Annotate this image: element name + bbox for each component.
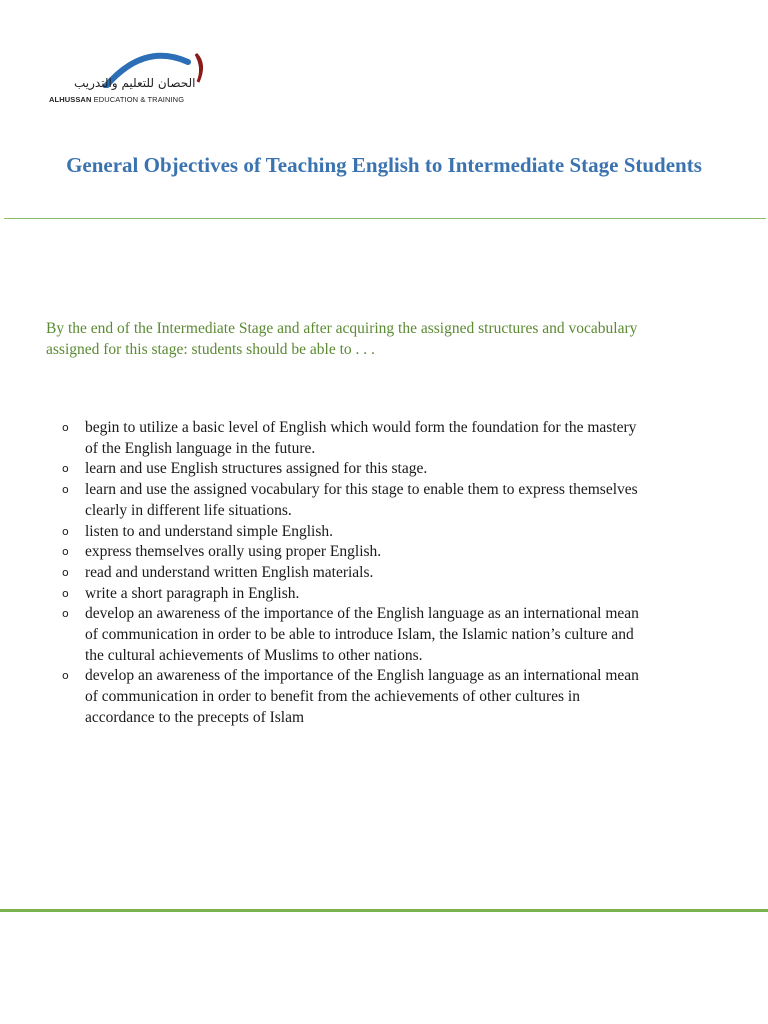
intro-line: By the end of the Intermediate Stage and after acquiring the assigned structures and vocabulary bbox=[46, 320, 638, 337]
logo-tagline: EDUCATION & TRAINING bbox=[91, 95, 185, 104]
list-item-text: begin to utilize a basic level of English which would form the foundation for the mastery bbox=[85, 419, 637, 436]
list-item bbox=[62, 522, 742, 543]
objectives-list bbox=[62, 418, 742, 729]
page-title: General Objectives of Teaching English to Intermediate Stage Students bbox=[66, 153, 702, 177]
list-item-text: of communication in order to benefit from the achievements of other cultures in bbox=[85, 688, 580, 706]
list-item bbox=[62, 666, 742, 728]
list-item bbox=[62, 563, 742, 584]
list-item-text: learn and use English structures assigned for this stage. bbox=[85, 460, 428, 478]
list-item bbox=[62, 584, 742, 605]
logo-english-text bbox=[49, 95, 184, 104]
logo-brand-name: ALHUSSAN bbox=[49, 95, 92, 104]
intro-paragraph bbox=[46, 318, 736, 360]
list-item-text: of communication in order to be able to introduce Islam, the Islamic nation’s culture and bbox=[85, 626, 634, 644]
list-item bbox=[62, 418, 742, 459]
top-divider bbox=[4, 218, 766, 219]
list-item-text: clearly in different life situations. bbox=[85, 501, 292, 519]
intro-line: assigned for this stage: students should be able to . . . bbox=[46, 341, 375, 358]
list-item-text: accordance to the precepts of Islam bbox=[85, 708, 305, 726]
list-item-text: the cultural achievements of Muslims to other nations. bbox=[85, 646, 423, 664]
bullet-icon: o bbox=[62, 545, 69, 559]
bullet-icon: o bbox=[62, 607, 69, 621]
list-item-text: express themselves orally using proper English. bbox=[85, 543, 382, 561]
alhussan-logo bbox=[46, 48, 216, 110]
list-item-text: write a short paragraph in English. bbox=[85, 584, 300, 602]
list-item-text: listen to and understand simple English. bbox=[85, 522, 333, 540]
bullet-icon: o bbox=[62, 524, 69, 538]
bottom-divider bbox=[0, 909, 768, 912]
bullet-icon: o bbox=[62, 483, 69, 497]
list-item-text: read and understand written English materials. bbox=[85, 563, 374, 581]
list-item bbox=[62, 604, 742, 666]
list-item bbox=[62, 542, 742, 563]
bullet-icon: o bbox=[62, 462, 69, 476]
bullet-icon: o bbox=[62, 565, 69, 579]
list-item-text: develop an awareness of the importance of the English language as an international mean bbox=[85, 605, 639, 623]
logo-arabic-text: الحصان للتعليم والتدريب bbox=[74, 76, 196, 90]
list-item bbox=[62, 459, 742, 480]
list-item bbox=[62, 480, 742, 521]
list-item-text: of the English language in the future. bbox=[85, 439, 316, 457]
list-item-text: develop an awareness of the importance of the English language as an international mean bbox=[85, 667, 639, 685]
bullet-icon: o bbox=[62, 669, 69, 683]
bullet-icon: o bbox=[62, 421, 69, 434]
list-item-text: learn and use the assigned vocabulary for this stage to enable them to express themselves bbox=[85, 481, 638, 499]
bullet-icon: o bbox=[62, 586, 69, 600]
